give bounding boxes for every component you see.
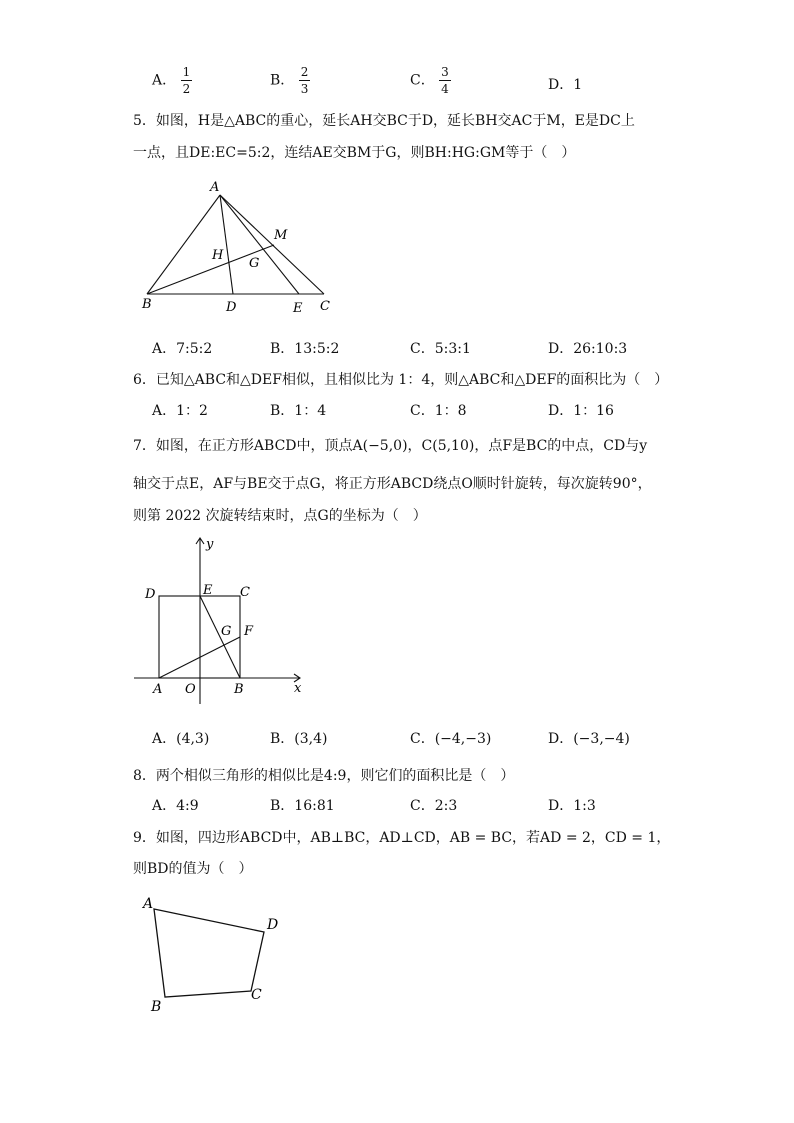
q9-stem-line2: 则BD的值为（ ） [133, 861, 253, 877]
q5-segment-ad [220, 195, 233, 294]
q7-option-a: A．(4,3) [152, 731, 210, 747]
q4-option-a: A． $\frac{1}{2}$ [152, 65, 191, 96]
q4-option-b-fraction: $\frac{2}{3}$ [300, 65, 309, 96]
q7-label-y: y [206, 537, 214, 552]
q6-stem: 6．已知△ABC和△DEF相似，且相似比为 1：4，则△ABC和△DEF的面积比为（ ） [133, 372, 669, 388]
q5-label-b: B [142, 297, 152, 312]
q5-segment-ac [220, 195, 324, 294]
q7-label-e: E [203, 583, 213, 598]
q5-label-m: M [274, 228, 288, 243]
q7-label-x: x [294, 681, 302, 696]
q8-option-b: B．16:81 [270, 798, 335, 814]
q6-option-b: B．1：4 [270, 403, 327, 419]
q5-option-c: C．5:3:1 [410, 341, 471, 357]
q5-stem-line1: 5．如图，H是△ABC的重心，延长AH交BC于D，延长BH交AC于M，E是DC上 [133, 113, 635, 129]
q4-option-d: D．1 [548, 77, 583, 93]
q5-label-h: H [212, 248, 224, 263]
q5-option-a: A．7:5:2 [152, 341, 213, 357]
q5-label-d: D [226, 300, 237, 315]
q5-segment-ab [147, 195, 220, 294]
q9-stem-line1: 9．如图，四边形ABCD中，AB⊥BC，AD⊥CD，AB = BC，若AD = 2，CD = 1， [133, 830, 671, 846]
q8-option-d: D．1:3 [548, 798, 596, 814]
q7-segment-be [200, 596, 240, 678]
q8-option-a: A．4:9 [152, 798, 199, 814]
q6-option-a: A．1：2 [152, 403, 208, 419]
q7-label-g: G [221, 624, 232, 639]
q5-option-b: B．13:5:2 [270, 341, 340, 357]
q7-option-d: D．(−3,−4) [548, 731, 630, 747]
q7-label-a: A [153, 682, 163, 697]
q9-label-b: B [151, 999, 162, 1015]
q7-option-c: C．(−4,−3) [410, 731, 492, 747]
q4-option-b: B． $\frac{2}{3}$ [270, 65, 309, 96]
q5-label-c: C [320, 299, 330, 314]
q7-label-o: O [185, 682, 196, 697]
q9-label-c: C [251, 987, 262, 1003]
q5-label-g: G [249, 256, 260, 271]
q5-label-e: E [293, 301, 303, 316]
q5-stem-line2: 一点，且DE:EC=5:2，连结AE交BM于G，则BH:HG:GM等于（ ） [133, 145, 576, 161]
q6-option-d: D．1：16 [548, 403, 614, 419]
q7-label-d: D [145, 587, 156, 602]
q9-label-a: A [143, 896, 154, 912]
q7-label-f: F [244, 624, 254, 639]
q9-quadrilateral-abcd [154, 909, 264, 997]
q9-quadrilateral-figure [138, 890, 298, 1020]
q5-label-a: A [210, 180, 220, 195]
q5-segment-ae [220, 195, 299, 294]
q7-stem-line2: 轴交于点E，AF与BE交于点G，将正方形ABCD绕点O顺时针旋转，每次旋转90°， [133, 476, 652, 492]
q5-triangle-figure [130, 175, 360, 320]
q4-option-a-fraction: $\frac{1}{2}$ [182, 65, 191, 96]
q7-square-figure [130, 532, 320, 707]
q7-stem-line1: 7．如图，在正方形ABCD中，顶点A(−5,0)，C(5,10)，点F是BC的中点，CD与y [133, 438, 648, 454]
q7-label-c: C [240, 585, 250, 600]
q9-label-d: D [267, 917, 279, 933]
q7-option-b: B．(3,4) [270, 731, 328, 747]
q8-stem: 8．两个相似三角形的相似比是4:9，则它们的面积比是（ ） [133, 768, 515, 784]
q8-option-c: C．2:3 [410, 798, 458, 814]
q4-option-c: C． $\frac{3}{4}$ [410, 65, 449, 96]
q5-option-d: D．26:10:3 [548, 341, 628, 357]
q7-stem-line3: 则第 2022 次旋转结束时，点G的坐标为（ ） [133, 508, 427, 524]
q6-option-c: C．1：8 [410, 403, 467, 419]
q4-option-c-fraction: $\frac{3}{4}$ [441, 65, 449, 96]
q7-label-b: B [234, 682, 244, 697]
